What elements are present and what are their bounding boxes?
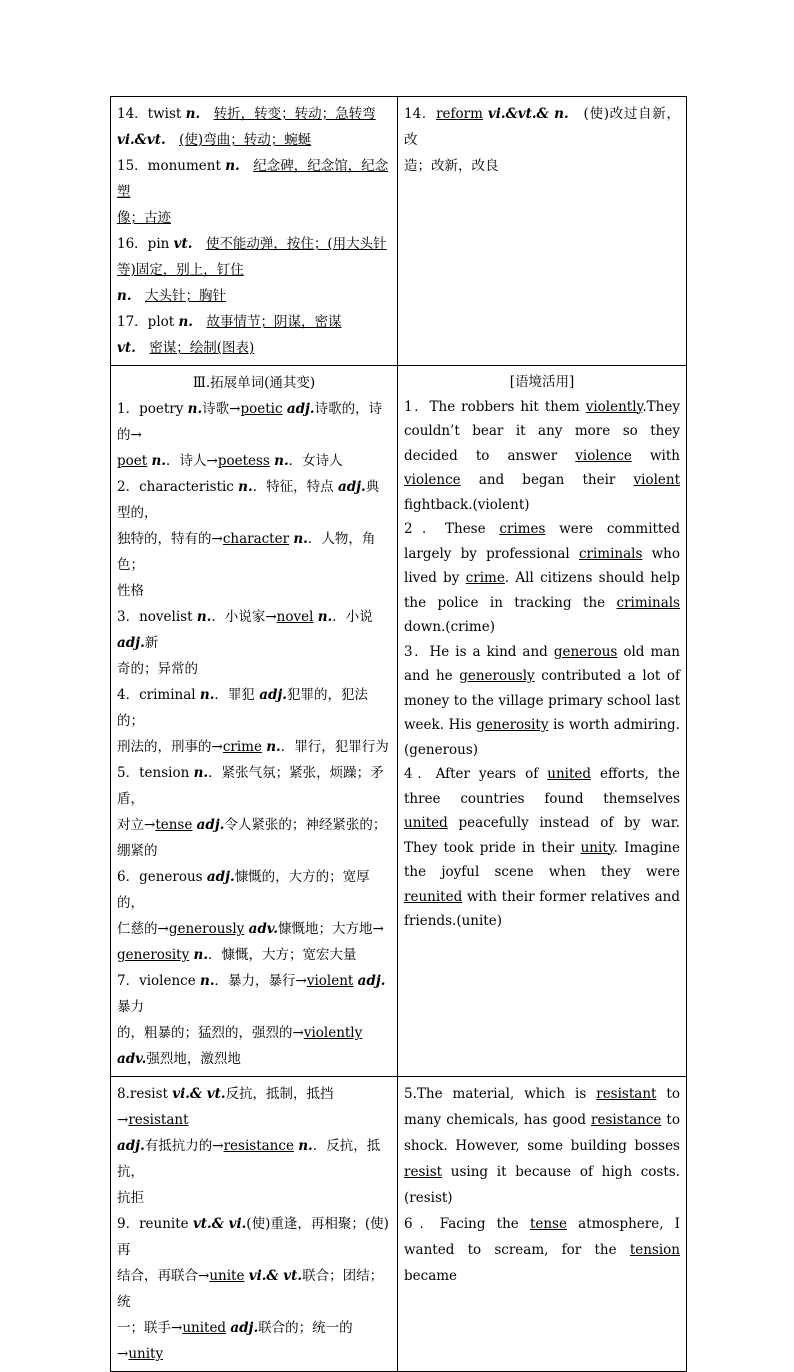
text-line xyxy=(117,968,391,1020)
answer-word: united xyxy=(404,815,448,831)
text-run: 暴力 xyxy=(117,999,144,1015)
answer-word: 大头针；胸针 xyxy=(145,288,227,304)
text-run: 1．The robbers hit them xyxy=(404,398,586,415)
part-of-speech: adj. xyxy=(206,869,235,885)
text-line xyxy=(117,734,391,760)
text-line xyxy=(117,335,391,361)
text-line xyxy=(404,101,680,153)
part-of-speech: n. xyxy=(117,288,132,304)
text-run xyxy=(193,314,207,330)
part-of-speech: n. xyxy=(185,106,201,122)
answer-word: unite xyxy=(209,1268,245,1284)
text-line xyxy=(117,760,391,812)
text-line xyxy=(117,526,391,578)
text-run xyxy=(200,106,214,122)
text-line xyxy=(404,640,680,763)
answer-word: poet xyxy=(117,453,148,469)
text-run: 4．After years of xyxy=(404,766,548,782)
part-of-speech: n. xyxy=(151,453,166,469)
text-line xyxy=(404,370,680,395)
answer-word: tension xyxy=(629,1242,680,1258)
text-run xyxy=(240,158,254,174)
text-line xyxy=(117,1133,391,1185)
text-run: using it because of high costs.(resist) xyxy=(404,1164,680,1206)
text-run: 有抵抗力的→ xyxy=(144,1138,224,1154)
answer-word: crime xyxy=(465,570,505,586)
text-run: to shock. However, some building bosses xyxy=(404,1112,680,1154)
answer-word: resistance xyxy=(591,1112,662,1128)
answer-word: tense xyxy=(155,817,193,833)
part-of-speech: vt.& vi. xyxy=(192,1216,247,1232)
text-line xyxy=(404,395,680,518)
answer-word: poetess xyxy=(217,453,270,469)
answer-word: tense xyxy=(529,1216,567,1232)
text-line xyxy=(117,257,391,283)
text-run: is worth admiring.(generous) xyxy=(404,717,680,758)
part-of-speech: n. xyxy=(199,687,215,703)
answer-word: character xyxy=(222,531,290,547)
text-run: contributed a lot of money to the village primary school last week. His xyxy=(404,668,680,733)
table-row xyxy=(111,366,687,1077)
answer-word: criminals xyxy=(578,545,643,562)
table-row xyxy=(111,97,687,366)
text-run: 15．monument xyxy=(117,158,226,174)
answer-word: 像；古迹 xyxy=(117,210,171,226)
text-run: 9．reunite xyxy=(117,1216,193,1232)
part-of-speech: adv. xyxy=(117,1051,147,1067)
text-run: ．小说 xyxy=(332,609,373,625)
text-run: 联合；团结；统 xyxy=(117,1268,384,1310)
text-run: 6．Facing the xyxy=(404,1216,530,1232)
part-of-speech: adj. xyxy=(337,479,366,495)
part-of-speech: n. xyxy=(293,531,308,547)
text-run: 1．poetry xyxy=(117,401,188,417)
text-run: 慷慨地；大方地→ xyxy=(277,921,384,937)
answer-word: unity xyxy=(128,1346,164,1362)
text-run: fightback.(violent) xyxy=(404,496,530,513)
text-run: [语境活用] xyxy=(509,374,575,390)
text-run: 慷慨的，大方的；宽厚的， xyxy=(117,869,370,911)
text-line xyxy=(404,1211,680,1289)
text-run: ．女诗人 xyxy=(288,453,343,469)
text-run: became xyxy=(404,1268,458,1284)
text-line xyxy=(117,153,391,205)
text-run: were committed largely by professional xyxy=(404,521,680,562)
cell xyxy=(111,366,398,1077)
answer-word: resistance xyxy=(223,1138,294,1154)
cell xyxy=(398,366,687,1077)
text-line xyxy=(117,1046,391,1072)
part-of-speech: adj. xyxy=(117,1138,145,1154)
answer-word: generosity xyxy=(476,717,549,733)
text-run xyxy=(166,132,180,148)
text-run: 抗拒 xyxy=(117,1190,144,1206)
text-run xyxy=(136,340,150,356)
cell xyxy=(111,1077,398,1372)
answer-word: reunited xyxy=(404,888,463,905)
answer-word: generously xyxy=(168,921,245,937)
part-of-speech: adj. xyxy=(230,1320,259,1336)
part-of-speech: n. xyxy=(187,401,203,417)
text-run: efforts, the three countries found themselves xyxy=(404,766,681,807)
text-line xyxy=(404,1081,680,1211)
answer-word: 使不能动弹，按住；(用大头针 xyxy=(205,236,387,252)
text-run: 对立→ xyxy=(117,817,156,833)
text-run: atmosphere, I wanted to scream, for the xyxy=(404,1216,680,1258)
answer-word: criminals xyxy=(616,594,680,611)
text-run: 犯罪的，犯法的； xyxy=(117,687,368,729)
answer-word: poetic xyxy=(240,401,283,417)
answer-word: 故事情节；阴谋，密谋 xyxy=(206,314,342,330)
text-run: (使)改过自新，改 xyxy=(404,106,680,148)
text-run: 刑法的，刑事的→ xyxy=(117,739,223,755)
answer-word: violently xyxy=(585,398,643,415)
text-run: 7．violence xyxy=(117,973,201,989)
text-line xyxy=(117,812,391,838)
text-line xyxy=(117,578,391,604)
text-run: 奇的；异常的 xyxy=(117,661,198,677)
text-line xyxy=(117,916,391,942)
part-of-speech: n. xyxy=(200,973,215,989)
text-line xyxy=(117,682,391,734)
part-of-speech: n. xyxy=(317,609,333,625)
text-run: 5.The material, which is xyxy=(404,1086,597,1102)
answer-word: violent xyxy=(306,973,354,989)
text-line xyxy=(117,231,391,257)
text-line xyxy=(117,1185,391,1211)
text-run: ．人物，角色； xyxy=(117,531,376,573)
answer-word: united xyxy=(182,1320,227,1336)
text-run: 2．characteristic xyxy=(117,479,239,495)
text-run: . All citizens should help the police in tracking the xyxy=(404,570,681,611)
text-run: with their former relatives and friends.(unite) xyxy=(404,888,680,929)
text-run xyxy=(132,288,146,304)
answer-word: generous xyxy=(553,643,618,660)
text-run: ．诗人→ xyxy=(166,453,218,469)
part-of-speech: n. xyxy=(298,1138,313,1154)
answer-word: violence xyxy=(404,472,461,488)
text-line xyxy=(117,1211,391,1263)
answer-word: unity xyxy=(580,839,614,856)
text-line xyxy=(117,656,391,682)
text-run: 仁慈的→ xyxy=(117,921,169,937)
text-run: old man and he xyxy=(404,643,681,684)
part-of-speech: n. xyxy=(193,765,209,781)
text-run: 反抗，抵制，抵挡→ xyxy=(117,1086,334,1128)
table-row xyxy=(111,1077,687,1372)
part-of-speech: adj. xyxy=(286,401,315,417)
text-line xyxy=(117,205,391,231)
text-run: Ⅲ.拓展单词(通其变) xyxy=(192,375,316,391)
text-run: 3．novelist xyxy=(117,609,197,625)
part-of-speech: adj. xyxy=(357,973,386,989)
part-of-speech: vi.& vt. xyxy=(172,1086,226,1102)
part-of-speech: n. xyxy=(266,739,281,755)
text-line xyxy=(404,153,680,179)
part-of-speech: vt. xyxy=(173,236,193,252)
text-run: 14． xyxy=(404,106,437,122)
text-line xyxy=(117,1315,391,1367)
part-of-speech: vi.& vt. xyxy=(248,1268,303,1284)
text-run: 4．criminal xyxy=(117,687,200,703)
text-run: 诗歌的，诗的→ xyxy=(117,401,383,443)
answer-word: crime xyxy=(222,739,262,755)
answer-word: violently xyxy=(303,1025,363,1041)
part-of-speech: n. xyxy=(238,479,253,495)
text-line xyxy=(117,864,391,916)
text-line xyxy=(117,127,391,153)
text-run: 独特的，特有的→ xyxy=(117,531,223,547)
text-run: 一；联手→ xyxy=(117,1320,183,1336)
text-line xyxy=(117,1020,391,1046)
text-run: (使)重逢，再相聚；(使)再 xyxy=(117,1216,389,1258)
text-run: 6．generous xyxy=(117,869,207,885)
part-of-speech: vi.&vt.& n. xyxy=(487,106,569,122)
part-of-speech: vi.&vt. xyxy=(117,132,166,148)
text-run: 造；改新，改良 xyxy=(404,158,499,174)
text-run: ．慷慨，大方；宽宏大量 xyxy=(208,947,357,963)
text-line xyxy=(117,309,391,335)
answer-word: resistant xyxy=(128,1112,189,1128)
text-run: ．罪行，犯罪行为 xyxy=(280,739,389,755)
text-run: to many chemicals, has good xyxy=(404,1086,680,1128)
part-of-speech: adj. xyxy=(259,687,287,703)
answer-word: violent xyxy=(633,472,680,488)
answer-word: (使)弯曲；转动；蜿蜒 xyxy=(179,132,312,148)
text-run: ．暴力，暴行→ xyxy=(214,973,307,989)
text-run: 16．pin xyxy=(117,236,174,252)
text-run: ．特征，特点 xyxy=(252,479,338,495)
part-of-speech: n. xyxy=(196,609,212,625)
text-run: 结合，再联合→ xyxy=(117,1268,210,1284)
text-run: 令人紧张的；神经紧张的； xyxy=(224,817,387,833)
text-run: 强烈地，激烈地 xyxy=(146,1051,241,1067)
text-run: 诗歌→ xyxy=(202,401,241,417)
text-line xyxy=(117,370,391,396)
text-run: ．反抗，抵抗， xyxy=(117,1138,381,1180)
text-run: 绷紧的 xyxy=(117,843,158,859)
answer-word: novel xyxy=(276,609,314,625)
part-of-speech: n. xyxy=(178,314,193,330)
text-line xyxy=(117,1263,391,1315)
answer-word: 密谋；绘制(图表) xyxy=(149,340,255,356)
answer-word: resistant xyxy=(596,1086,657,1102)
text-run: ．小说家→ xyxy=(211,609,277,625)
text-run: .They couldn’t bear it any more so they decided to answer xyxy=(404,398,680,464)
answer-word: united xyxy=(547,766,592,782)
part-of-speech: n. xyxy=(274,453,289,469)
text-line xyxy=(117,942,391,968)
answer-word: reform xyxy=(436,106,483,122)
text-line xyxy=(117,396,391,448)
answer-word: violence xyxy=(575,447,632,464)
answer-word: resist xyxy=(404,1164,443,1180)
vocabulary-table xyxy=(110,96,687,1372)
text-line xyxy=(404,517,680,640)
text-run: 5．tension xyxy=(117,765,194,781)
text-line xyxy=(117,283,391,309)
text-run: 的，粗暴的；猛烈的，强烈的→ xyxy=(117,1025,304,1041)
text-run: 17．plot xyxy=(117,314,179,330)
text-line xyxy=(117,101,391,127)
text-run: peacefully instead of by war. They took pride in their xyxy=(404,815,680,856)
text-run: with xyxy=(631,447,680,464)
answer-word: generously xyxy=(459,668,535,684)
text-line xyxy=(117,1081,391,1133)
text-run: down.(crime) xyxy=(404,619,495,635)
text-run: 新 xyxy=(144,635,159,651)
text-run: 联合的；统一的→ xyxy=(117,1320,353,1362)
text-run xyxy=(192,236,206,252)
cell xyxy=(111,97,398,366)
text-line xyxy=(404,762,680,934)
answer-word: generosity xyxy=(117,947,190,963)
part-of-speech: adj. xyxy=(196,817,225,833)
text-run: who lived by xyxy=(404,545,681,586)
text-run: 典型的， xyxy=(117,479,380,521)
answer-word: 等)固定，别上，钉住 xyxy=(117,262,244,278)
text-run: and began their xyxy=(460,472,634,488)
text-run: 性格 xyxy=(117,583,144,599)
text-run: 8.resist xyxy=(117,1086,173,1102)
text-run: ．紧张气氛；紧张，烦躁；矛盾， xyxy=(117,765,384,807)
text-run: 3．He is a kind and xyxy=(404,643,554,660)
cell xyxy=(398,97,687,366)
part-of-speech: n. xyxy=(193,947,209,963)
text-line xyxy=(117,604,391,656)
part-of-speech: vt. xyxy=(117,340,136,356)
text-run: 2．These xyxy=(404,521,500,537)
part-of-speech: adj. xyxy=(117,635,145,651)
part-of-speech: adv. xyxy=(248,921,278,937)
text-line xyxy=(117,474,391,526)
text-line xyxy=(117,838,391,864)
text-run: . Imagine the joyful scene when they were xyxy=(404,839,680,880)
text-line xyxy=(117,448,391,474)
part-of-speech: n. xyxy=(225,158,240,174)
answer-word: 转折，转变；转动；急转弯 xyxy=(213,106,376,122)
cell xyxy=(398,1077,687,1372)
text-run: 14．twist xyxy=(117,106,186,122)
answer-word: crimes xyxy=(499,521,546,537)
answer-word: 纪念碑，纪念馆，纪念塑 xyxy=(117,158,389,200)
text-run: ．罪犯 xyxy=(214,687,260,703)
